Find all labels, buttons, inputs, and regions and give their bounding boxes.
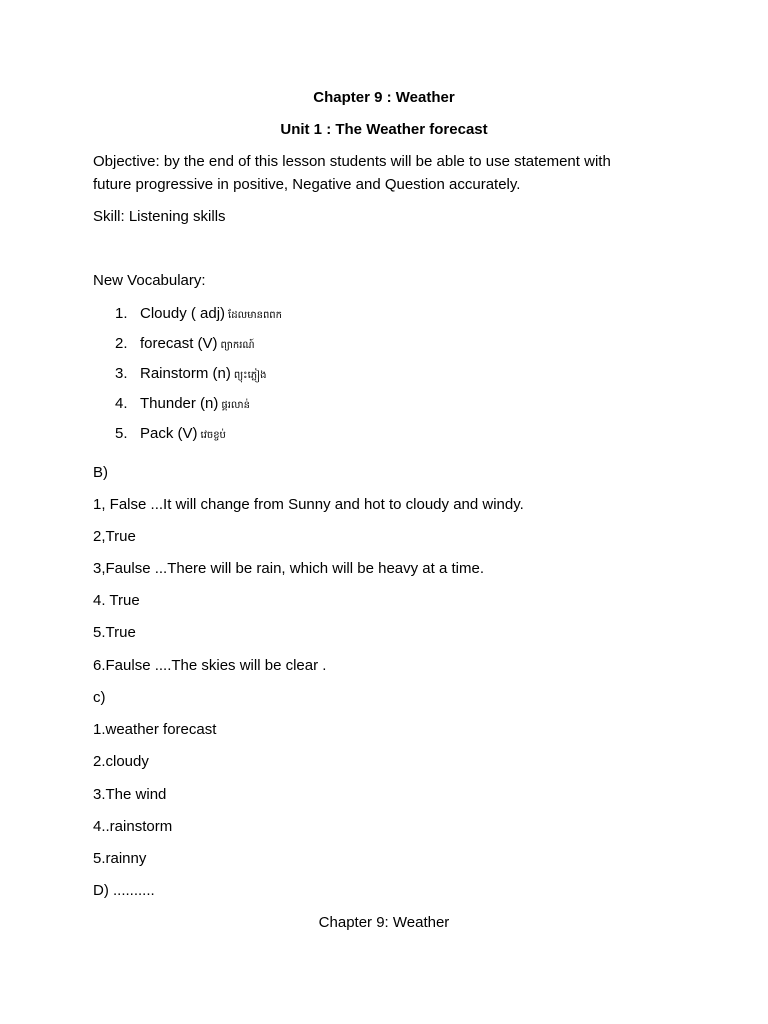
vocabulary-item xyxy=(115,305,282,325)
footer-chapter-title: Chapter 9: Weather xyxy=(318,914,450,931)
section-c-answer: 1.weather forecast xyxy=(93,721,217,738)
vocabulary-item xyxy=(115,335,255,355)
vocabulary-term: Thunder (n) xyxy=(140,395,219,412)
vocabulary-term: Pack (V) xyxy=(140,425,198,442)
section-b-answer: 6.Faulse ....The skies will be clear . xyxy=(93,657,327,674)
section-c-label: c) xyxy=(93,689,106,706)
section-d-label: D) .......... xyxy=(93,882,155,899)
vocabulary-item xyxy=(115,425,226,445)
section-c-answer: 3.The wind xyxy=(93,786,167,803)
objective-line-1: Objective: by the end of this lesson students will be able to use statement with xyxy=(93,153,611,170)
vocabulary-term: forecast (V) xyxy=(140,335,218,352)
vocabulary-number: 1. xyxy=(115,305,128,322)
section-c-answer: 5.rainny xyxy=(93,850,147,867)
vocabulary-khmer: ព្យាករណ៍ xyxy=(220,340,255,351)
chapter-title: Chapter 9 : Weather xyxy=(313,89,455,106)
vocabulary-number: 2. xyxy=(115,335,128,352)
vocabulary-number: 3. xyxy=(115,365,128,382)
section-b-answer: 3,Faulse ...There will be rain, which will be heavy at a time. xyxy=(93,560,485,577)
vocabulary-term: Cloudy ( adj) xyxy=(140,305,226,322)
vocabulary-heading: New Vocabulary: xyxy=(93,272,206,289)
section-c-answer: 4..rainstorm xyxy=(93,818,173,835)
section-b-answer: 2,True xyxy=(93,528,136,545)
unit-title: Unit 1 : The Weather forecast xyxy=(280,121,488,138)
objective-line-2: future progressive in positive, Negative and Question accurately. xyxy=(93,176,521,193)
vocabulary-khmer: ដែលមានពពក xyxy=(228,310,283,321)
vocabulary-number: 4. xyxy=(115,395,128,412)
section-b-answer: 4. True xyxy=(93,592,140,609)
vocabulary-khmer: ផ្គរលាន់ xyxy=(221,400,250,411)
vocabulary-number: 5. xyxy=(115,425,128,442)
vocabulary-khmer: ព្យុះភ្លៀង xyxy=(233,370,267,381)
vocabulary-item xyxy=(115,365,266,385)
section-c-answer: 2.cloudy xyxy=(93,753,149,770)
vocabulary-item xyxy=(115,395,250,415)
section-b-answer: 1, False ...It will change from Sunny and hot to cloudy and windy. xyxy=(93,496,524,513)
vocabulary-term: Rainstorm (n) xyxy=(140,365,231,382)
vocabulary-khmer: វេចខ្ចប់ xyxy=(200,430,226,441)
section-b-label: B) xyxy=(93,464,108,481)
skill-line: Skill: Listening skills xyxy=(93,208,226,225)
section-b-answer: 5.True xyxy=(93,624,136,641)
